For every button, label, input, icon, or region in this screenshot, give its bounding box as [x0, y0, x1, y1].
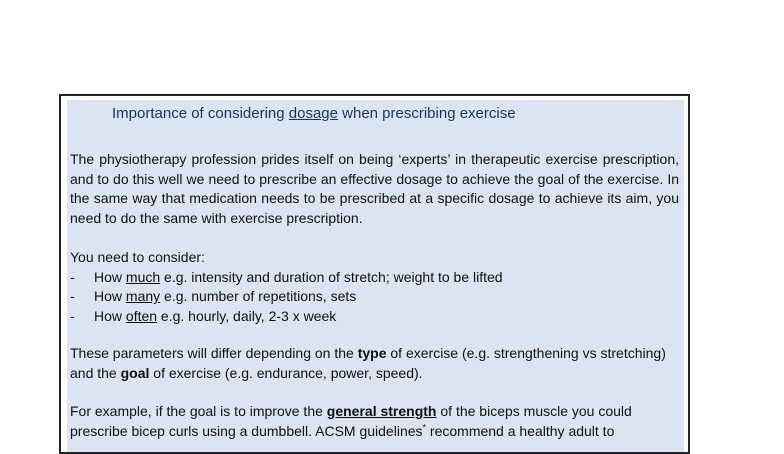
consider-heading: You need to consider:	[70, 249, 205, 265]
title-suffix: when prescribing exercise	[337, 105, 516, 122]
item-rest: e.g. intensity and duration of stretch; weight to be lifted	[160, 268, 503, 285]
document-box	[59, 94, 690, 454]
text-segment: prescribe bicep curls using a dumbbell. ACSM guidelines	[70, 422, 423, 439]
item-prefix: How	[94, 307, 126, 324]
item-underlined: many	[125, 288, 161, 305]
consider-item-text	[94, 307, 336, 327]
consider-list	[70, 248, 679, 326]
item-rest: e.g. number of repetitions, sets	[160, 288, 357, 305]
consider-item-text	[94, 268, 503, 288]
parameters-line-2	[70, 364, 679, 384]
section-title	[112, 104, 516, 124]
item-underlined: much	[125, 268, 161, 285]
dash: -	[70, 288, 75, 305]
text-segment: of exercise (e.g. strengthening vs stretching)	[386, 345, 666, 361]
intro-paragraph: The physiotherapy profession prides itself on being ‘experts’ in therapeutic exercise prescription, and to do this well we need to prescribe an effective dosage to achieve the goal of the exercise. In the same way that medication needs to be prescribed at a specific dosage to achieve its aim, you need to do the same with exercise prescription.	[70, 151, 679, 226]
item-prefix: How	[94, 268, 126, 285]
item-rest: e.g. hourly, daily, 2-3 x week	[157, 307, 337, 324]
dash: -	[70, 268, 75, 285]
highlighted-section	[67, 100, 684, 454]
consider-item-often	[70, 307, 679, 327]
dash: -	[70, 307, 75, 324]
text-segment: These parameters will differ depending on the	[70, 345, 358, 361]
title-prefix: Importance of considering	[112, 105, 289, 122]
text-segment: of the biceps muscle you could	[436, 403, 632, 419]
item-prefix: How	[94, 288, 126, 305]
text-segment: recommend a healthy adult to	[426, 422, 615, 439]
consider-item-much	[70, 268, 679, 288]
parameters-line-1	[70, 344, 679, 364]
superscript-marker: *	[422, 421, 427, 432]
bold-word: goal	[120, 364, 150, 381]
bold-underlined-phrase: general strength	[326, 403, 437, 419]
consider-item-many	[70, 287, 679, 307]
text-segment: of exercise (e.g. endurance, power, speed).	[149, 364, 423, 381]
example-line-2	[70, 422, 679, 442]
text-segment: and the	[70, 364, 121, 381]
title-underlined-word: dosage	[288, 105, 338, 122]
consider-item-text	[94, 287, 356, 307]
text-segment: For example, if the goal is to improve the	[70, 403, 327, 419]
item-underlined: often	[125, 307, 158, 324]
example-line-1	[70, 402, 679, 422]
example-paragraph	[70, 402, 679, 441]
parameters-paragraph	[70, 344, 679, 383]
bold-word: type	[357, 345, 387, 361]
